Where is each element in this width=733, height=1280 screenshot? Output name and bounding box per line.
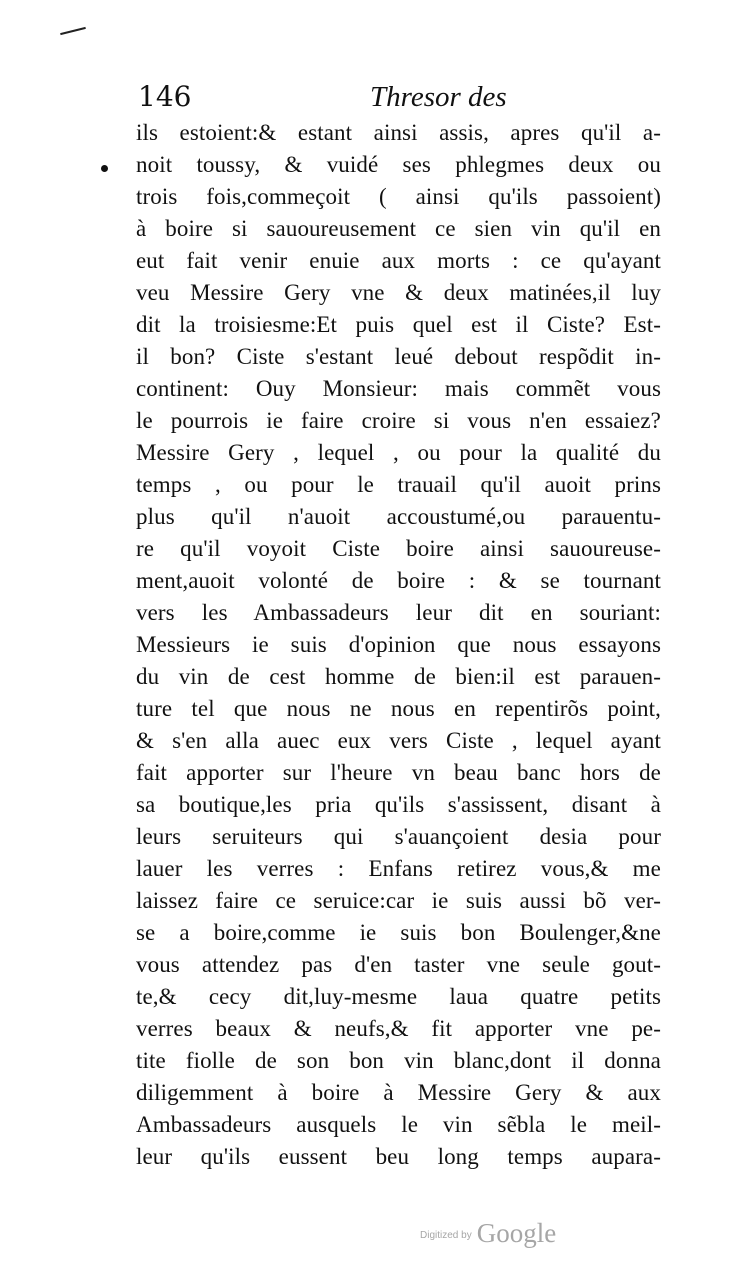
text-line: temps , ou pour le trauail qu'il auoit prins — [136, 472, 661, 497]
watermark-caption: Digitized by — [420, 1230, 472, 1241]
text-line: leur qu'ils eussent beu long temps aupara- — [136, 1144, 661, 1169]
text-line: vers les Ambassadeurs leur dit en souriant: — [136, 600, 661, 625]
text-line: te,& cecy dit,luy-mesme laua quatre petits — [136, 984, 661, 1009]
text-line: & s'en alla auec eux vers Ciste , lequel ayant — [136, 728, 661, 753]
text-line: verres beaux & neufs,& fit apporter vne pe- — [136, 1016, 661, 1041]
text-line: il bon? Ciste s'estant leué debout respõdit in- — [136, 344, 661, 369]
text-line: vous attendez pas d'en taster vne seule gout- — [136, 952, 661, 977]
text-line: re qu'il voyoit Ciste boire ainsi sauoureuse- — [136, 536, 661, 561]
text-line: le pourrois ie faire croire si vous n'en essaiez? — [136, 408, 661, 433]
page-number: 146 — [138, 80, 192, 113]
text-line: noit toussy, & vuidé ses phlegmes deux ou — [136, 152, 661, 177]
text-line: Ambassadeurs ausquels le vin sẽbla le meil- — [136, 1112, 661, 1137]
text-line: du vin de cest homme de bien:il est parauen- — [136, 664, 661, 689]
text-line: dit la troisiesme:Et puis quel est il Ciste? Est- — [136, 312, 661, 337]
text-line: laissez faire ce seruice:car ie suis aussi bõ ver- — [136, 888, 661, 913]
google-logo: Google — [476, 1218, 557, 1248]
running-head — [138, 78, 518, 116]
text-line: ment,auoit volonté de boire : & se tournant — [136, 568, 661, 593]
running-title: Thresor des — [370, 81, 507, 113]
text-line: ture tel que nous ne nous en repentirõs point, — [136, 696, 661, 721]
stray-ink-mark — [60, 27, 86, 35]
text-line: ils estoient:& estant ainsi assis, apres qu'il a- — [136, 120, 661, 145]
text-line: diligemment à boire à Messire Gery & aux — [136, 1080, 661, 1105]
text-line: plus qu'il n'auoit accoustumé,ou parauentu- — [136, 504, 661, 529]
body-text — [136, 117, 661, 1173]
text-line: veu Messire Gery vne & deux matinées,il luy — [136, 280, 661, 305]
text-line: trois fois,commeçoit ( ainsi qu'ils passoient) — [136, 184, 661, 209]
text-line: fait apporter sur l'heure vn beau banc hors de — [136, 760, 661, 785]
text-line: Messire Gery , lequel , ou pour la qualité du — [136, 440, 661, 465]
text-line: se a boire,comme ie suis bon Boulenger,&ne — [136, 920, 661, 945]
text-line: à boire si sauoureusement ce sien vin qu'il en — [136, 216, 661, 241]
text-line: sa boutique,les pria qu'ils s'assissent, disant à — [136, 792, 661, 817]
text-line: Messieurs ie suis d'opinion que nous essayons — [136, 632, 661, 657]
text-line: eut fait venir enuie aux morts : ce qu'ayant — [136, 248, 661, 273]
text-line: continent: Ouy Monsieur: mais commẽt vous — [136, 376, 661, 401]
margin-ink-dot — [101, 165, 108, 172]
text-line: leurs seruiteurs qui s'auançoient desia pour — [136, 824, 661, 849]
digitization-watermark — [420, 1210, 556, 1250]
text-line: tite fiolle de son bon vin blanc,dont il donna — [136, 1048, 661, 1073]
text-line: lauer les verres : Enfans retirez vous,& me — [136, 856, 661, 881]
